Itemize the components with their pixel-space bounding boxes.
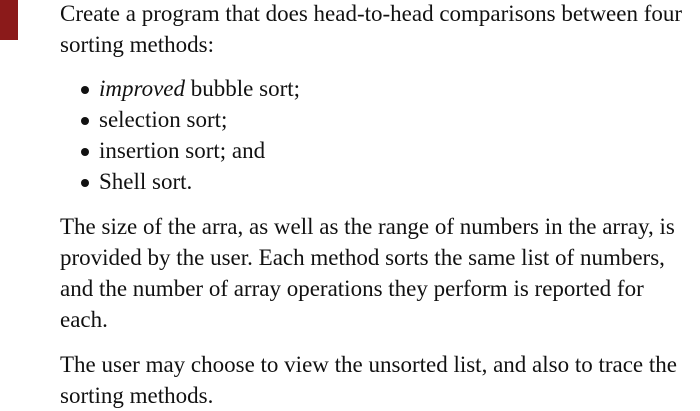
intro-paragraph: Create a program that does head-to-head comparisons between four sorting methods: [60, 1, 683, 57]
list-item [60, 104, 685, 135]
bullet-icon [81, 148, 89, 156]
bullet-icon [81, 86, 89, 94]
description-paragraph: The size of the arra, as well as the range of numbers in the array, is provided by the user. Each method sorts the same list of numbers, and the number of array operations they perform is reported for each. [60, 214, 675, 332]
list-item-text: bubble sort; [185, 76, 301, 101]
list-item-text: insertion sort; and [99, 138, 266, 163]
list-item [60, 73, 685, 104]
bullet-icon [81, 117, 89, 125]
list-item-text: selection sort; [99, 107, 228, 132]
options-paragraph: The user may choose to view the unsorted list, and also to trace the sorting methods. [60, 352, 677, 408]
list-item-text: Shell sort. [99, 169, 193, 194]
accent-bar [0, 0, 18, 40]
list-item [60, 166, 685, 197]
list-item [60, 135, 685, 166]
bullet-icon [81, 179, 89, 187]
sorting-methods-list [60, 73, 685, 197]
list-item-emphasis: improved [99, 76, 186, 101]
document-body [60, 0, 685, 411]
